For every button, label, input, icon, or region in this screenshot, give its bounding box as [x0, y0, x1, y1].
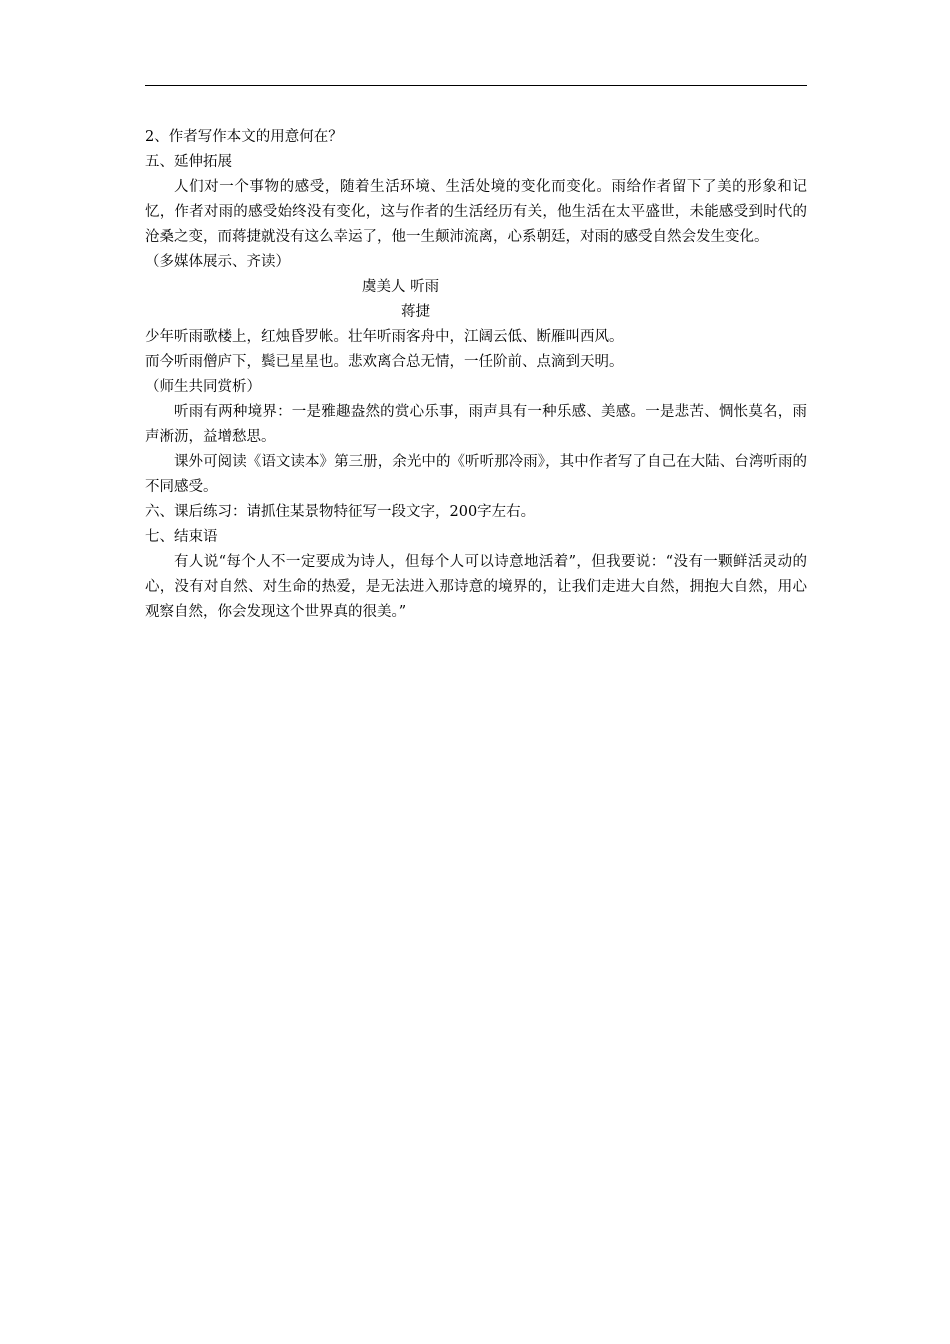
closing-paragraph: 有人说“每个人不一定要成为诗人，但每个人可以诗意地活着”，但我要说：“没有一颗鲜活灵动的心，没有对自然、对生命的热爱，是无法进入那诗意的境界的，让我们走进大自然，拥抱大自然，用心观察自然，你会发现这个世界真的很美。” — [145, 554, 807, 620]
appreciation-paragraph: 听雨有两种境界：一是雅趣盎然的赏心乐事，雨声具有一种乐感、美感。一是悲苦、惆怅莫名，雨声淅沥，益增愁思。 — [145, 404, 807, 445]
media-note: （多媒体展示、齐读） — [145, 254, 290, 270]
section-7-heading: 七、结束语 — [145, 529, 218, 545]
poem-title: 虞美人 听雨 — [362, 279, 440, 295]
section-5-heading: 五、延伸拓展 — [145, 154, 232, 170]
section-6: 六、课后练习：请抓住某景物特征写一段文字，200字左右。 — [145, 504, 536, 520]
header-rule — [145, 85, 807, 86]
appreciation-note: （师生共同赏析） — [145, 379, 261, 395]
reading-paragraph: 课外可阅读《语文读本》第三册，余光中的《听听那冷雨》，其中作者写了自己在大陆、台湾听雨的不同感受。 — [145, 454, 807, 495]
poem-line-2: 而今听雨僧庐下，鬓已星星也。悲欢离合总无情，一任阶前、点滴到天明。 — [145, 354, 624, 370]
poem-author: 蒋捷 — [401, 304, 430, 320]
question-2: 2、作者写作本文的用意何在？ — [145, 129, 343, 145]
document-body — [145, 125, 807, 625]
poem-line-1: 少年听雨歌楼上，红烛昏罗帐。壮年听雨客舟中，江阔云低、断雁叫西风。 — [145, 329, 624, 345]
section-5-paragraph: 人们对一个事物的感受，随着生活环境、生活处境的变化而变化。雨给作者留下了美的形象和记忆，作者对雨的感受始终没有变化，这与作者的生活经历有关，他生活在太平盛世，未能感受到时代的沧桑之变，而蒋捷就没有这么幸运了，他一生颠沛流离，心系朝廷，对雨的感受自然会发生变化。 — [145, 179, 807, 245]
